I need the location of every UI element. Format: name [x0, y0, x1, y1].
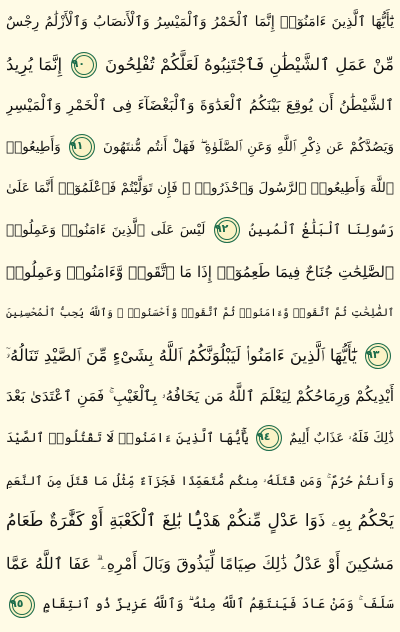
verse-text: ٱللَّهَ وَأَطِيعُوا۟ ٱلرَّسُولَ وَٱحْذَرُوا۟ ۚ فَإِن تَوَلَّيْتُمْ فَٱعْلَمُوٓا۟ أَنَّمَا عَلَىٰ: [6, 180, 394, 197]
verse-text: سَلَفَ ۚ وَمَنْ عَادَ فَيَنتَقِمُ ٱللَّهُ مِنْهُ ۗ وَٱللَّهُ عَزِيزٌ ذُو ٱنتِقَامٍ: [42, 596, 394, 613]
verse-text: رَسُولِنَا ٱلْبَلَٰغُ ٱلْمُبِينُ: [248, 221, 394, 238]
text-line: [6, 44, 394, 86]
text-line: [6, 210, 394, 252]
verse-text: ٱلشَّيْطَٰنُ أَن يُوقِعَ بَيْنَكُمُ ٱلْعَدَٰوَةَ وَٱلْبَغْضَآءَ فِى ٱلْخَمْرِ وَٱلْمَيْسِرِ: [6, 96, 394, 115]
verse-text: أَيْدِيكُمْ وَرِمَاحُكُمْ لِيَعْلَمَ ٱللَّهُ مَن يَخَافُهُۥ بِٱلْغَيْبِ ۚ فَمَنِ ٱعْتَدَىٰ بَعْدَ: [6, 387, 394, 406]
ayah-number-marker: ٩١: [69, 134, 95, 160]
verse-text: مِّنْ عَمَلِ ٱلشَّيْطَٰنِ فَٱجْتَنِبُوهُ لَعَلَّكُمْ تُفْلِحُونَ: [105, 54, 394, 74]
text-line: [6, 376, 394, 418]
text-line: [6, 418, 394, 460]
text-line: [6, 127, 394, 169]
verse-text: وَأَطِيعُوا۟: [6, 138, 61, 155]
text-line: [6, 543, 394, 585]
text-line: [6, 501, 394, 543]
text-line: [6, 168, 394, 210]
verse-text: ٱلصَّٰلِحَٰتِ ثُمَّ ٱتَّقَوا۟ وَّءَامَنُوا۟ ثُمَّ ٱتَّقَوا۟ وَّأَحْسَنُوا۟ ۗ وَٱللَّهُ يُحِبُّ ٱلْمُحْسِنِينَ: [6, 307, 394, 320]
text-line: [6, 335, 394, 377]
text-line: [6, 584, 394, 626]
verse-text: إِنَّمَا يُرِيدُ: [6, 54, 63, 74]
verse-text: لَيْسَ عَلَى ٱلَّذِينَ ءَامَنُوا۟ وَعَمِلُوا۟: [6, 221, 206, 238]
verse-text: ذَٰلِكَ فَلَهُۥ عَذَابٌ أَلِيمٌ: [289, 430, 394, 446]
ayah-number-marker: ٩٤: [256, 425, 282, 451]
ayah-number-marker: ٩٥: [9, 592, 35, 618]
verse-text: وَيَصُدَّكُمْ عَن ذِكْرِ ٱللَّهِ وَعَنِ ٱلصَّلَوٰةِ ۖ فَهَلْ أَنتُم مُّنتَهُونَ: [103, 138, 394, 155]
text-line: [6, 460, 394, 502]
text-line: [6, 252, 394, 294]
ayah-number-marker: ٩٣: [365, 343, 391, 369]
verse-text: وَأَنتُمْ حُرُمٌ ۚ وَمَن قَتَلَهُۥ مِنكُم مُّتَعَمِّدًا فَجَزَآءٌ مِّثْلُ مَا قَتَلَ مِنَ ٱلنَّعَمِ: [6, 472, 394, 488]
text-line: [6, 293, 394, 335]
text-line: [6, 85, 394, 127]
ayah-number-marker: ٩٢: [214, 217, 240, 243]
text-line: [6, 2, 394, 44]
verse-text: مَسَٰكِينَ أَوْ عَدْلُ ذَٰلِكَ صِيَامًا لِّيَذُوقَ وَبَالَ أَمْرِهِۦ ۗ عَفَا ٱللَّهُ عَمَّا: [6, 553, 394, 573]
verse-text: يَحْكُمُ بِهِۦ ذَوَا عَدْلٍ مِّنكُمْ هَدْيًۢا بَٰلِغَ ٱلْكَعْبَةِ أَوْ كَفَّٰرَةٌ طَعَامُ: [6, 511, 394, 532]
verse-text: يَٰٓأَيُّهَا ٱلَّذِينَ ءَامَنُوا۟ لَيَبْلُوَنَّكُمُ ٱللَّهُ بِشَىْءٍ مِّنَ ٱلصَّيْدِ تَنَالُهُۥٓ: [6, 345, 357, 365]
ayah-number-marker: ٩٠: [71, 52, 97, 78]
verse-text: يَٰٓأَيُّهَا ٱلَّذِينَ ءَامَنُوا۟ لَا تَقْتُلُوا۟ ٱلصَّيْدَ: [6, 430, 249, 446]
verse-text: ٱلصَّٰلِحَٰتِ جُنَاحٌ فِيمَا طَعِمُوٓا۟ إِذَا مَا ٱتَّقَوا۟ وَّءَامَنُوا۟ وَعَمِلُوا۟: [6, 262, 394, 281]
verse-text: يَٰٓأَيُّهَا ٱلَّذِينَ ءَامَنُوٓا۟ إِنَّمَا ٱلْخَمْرُ وَٱلْمَيْسِرُ وَٱلْأَنصَابُ وَٱلْأَزْلَٰمُ رِجْسٌ: [6, 14, 394, 30]
